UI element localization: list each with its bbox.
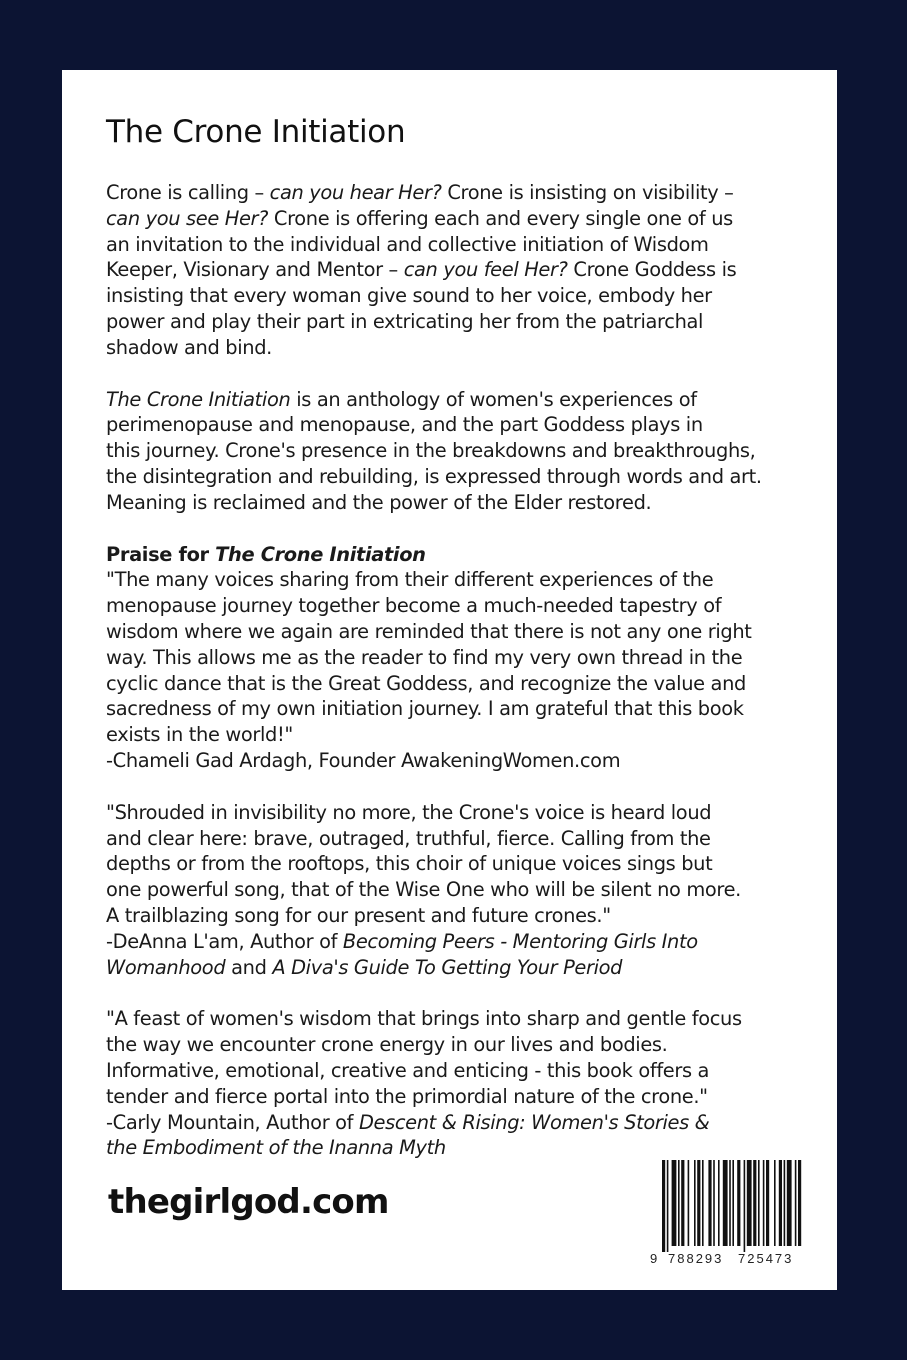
barcode-bar xyxy=(744,1160,746,1252)
blurb-paragraph-2: The Crone Initiation is an anthology of women's experiences of perimenopause and menopause, and the part Goddess plays in this journey. Crone's presence in the breakdowns and breakthroughs, the disintegration and rebuilding, is expressed through words and art. Meaning is reclaimed and the power of the Elder restored. xyxy=(106,387,762,514)
quote-3-attribution: -Carly Mountain, Author of Descent & Rising: Women's Stories & xyxy=(106,1110,710,1134)
barcode-bar xyxy=(753,1160,756,1246)
barcode-bar xyxy=(688,1160,690,1246)
quote-1-attribution: -Chameli Gad Ardagh, Founder AwakeningWomen.com xyxy=(106,748,621,772)
barcode-bar xyxy=(732,1160,734,1246)
quote-2-attribution: -DeAnna L'am, Author of Becoming Peers - Mentoring Girls Into xyxy=(106,929,698,953)
praise-quote-1: "The many voices sharing from their different experiences of the menopause journey together become a much-needed tapestry of wisdom where we again are reminded that there is not any one right way. This allows me as the reader to find my very own thread in the cyclic dance that is the Great Goddess, and recognize the value and sacredness of my own initiation journey. I am grateful that this book exists in the world!" -Chameli Gad Ardagh, Founder AwakeningWomen.com xyxy=(106,567,796,773)
barcode-bar xyxy=(787,1160,792,1246)
book-title: The Crone Initiation xyxy=(106,114,406,150)
blurb-paragraph-1: Crone is calling – can you hear Her? Crone is insisting on visibility – can you see Her? Crone is offering each and every single one of us an invitation to the individual and collective initiation of Wisdom Keeper, Visionary and Mentor – can you feel Her? Crone Goddess is insisting that every woman give sound to her voice, embody her power and play their part in extricating her from the patriarchal shadow and bind. xyxy=(106,181,737,359)
cover-content xyxy=(106,110,796,1161)
barcode-bar xyxy=(763,1160,765,1246)
praise-quote-2: "Shrouded in invisibility no more, the Crone's voice is heard loud and clear here: brave, outraged, truthful, fierce. Calling from the depths or from the rooftops, this choir of unique voices sings but one powerful song, that of the Wise One who will be silent no more. A trailblazing song for our present and future crones." -DeAnna L'am, Author of Becoming Peers - Mentoring Girls Into Womanhood and A Diva's Guide To Getting Your Period xyxy=(106,800,796,981)
praise-heading: Praise for The Crone Initiation xyxy=(106,542,426,566)
barcode-bar xyxy=(702,1160,704,1246)
back-cover xyxy=(62,70,837,1290)
barcode-bar xyxy=(667,1160,669,1252)
barcode-digits-left: 788293 xyxy=(668,1251,724,1266)
barcode-bar xyxy=(784,1160,786,1246)
website-url: thegirlgod.com xyxy=(108,1182,389,1222)
barcode-bar xyxy=(779,1160,782,1246)
praise-quote-3: "A feast of women's wisdom that brings into sharp and gentle focus the way we encounter crone energy in our lives and bodies. Informative, emotional, creative and enticing - this book offers a tender and fierce portal into the primordial nature of the crone." -Carly Mountain, Author of Descent & Rising: Women's Stories & the Embodiment of the Inanna Myth xyxy=(106,1006,796,1161)
isbn-barcode xyxy=(646,1146,806,1266)
barcode-bar xyxy=(798,1160,801,1246)
barcode-digits-right: 725473 xyxy=(738,1251,794,1266)
barcode-bar xyxy=(729,1160,731,1246)
barcode-bar xyxy=(718,1160,720,1246)
barcode-bar xyxy=(678,1160,680,1246)
barcode-bar xyxy=(774,1160,776,1246)
barcode-bar xyxy=(672,1160,677,1246)
barcode-bar xyxy=(662,1160,665,1252)
barcode-bar xyxy=(737,1160,740,1246)
barcode-bar xyxy=(758,1160,760,1246)
barcode-bar xyxy=(694,1160,696,1246)
barcode-bar xyxy=(681,1160,684,1246)
barcode-bar xyxy=(708,1160,711,1246)
barcode-bar xyxy=(766,1160,769,1246)
barcode-bar xyxy=(723,1160,728,1246)
barcode-bar xyxy=(713,1160,715,1246)
barcode-digit-first: 9 xyxy=(650,1251,658,1266)
barcode-bar xyxy=(795,1160,797,1246)
barcode-bar xyxy=(697,1160,700,1246)
barcode-bar xyxy=(747,1160,752,1246)
